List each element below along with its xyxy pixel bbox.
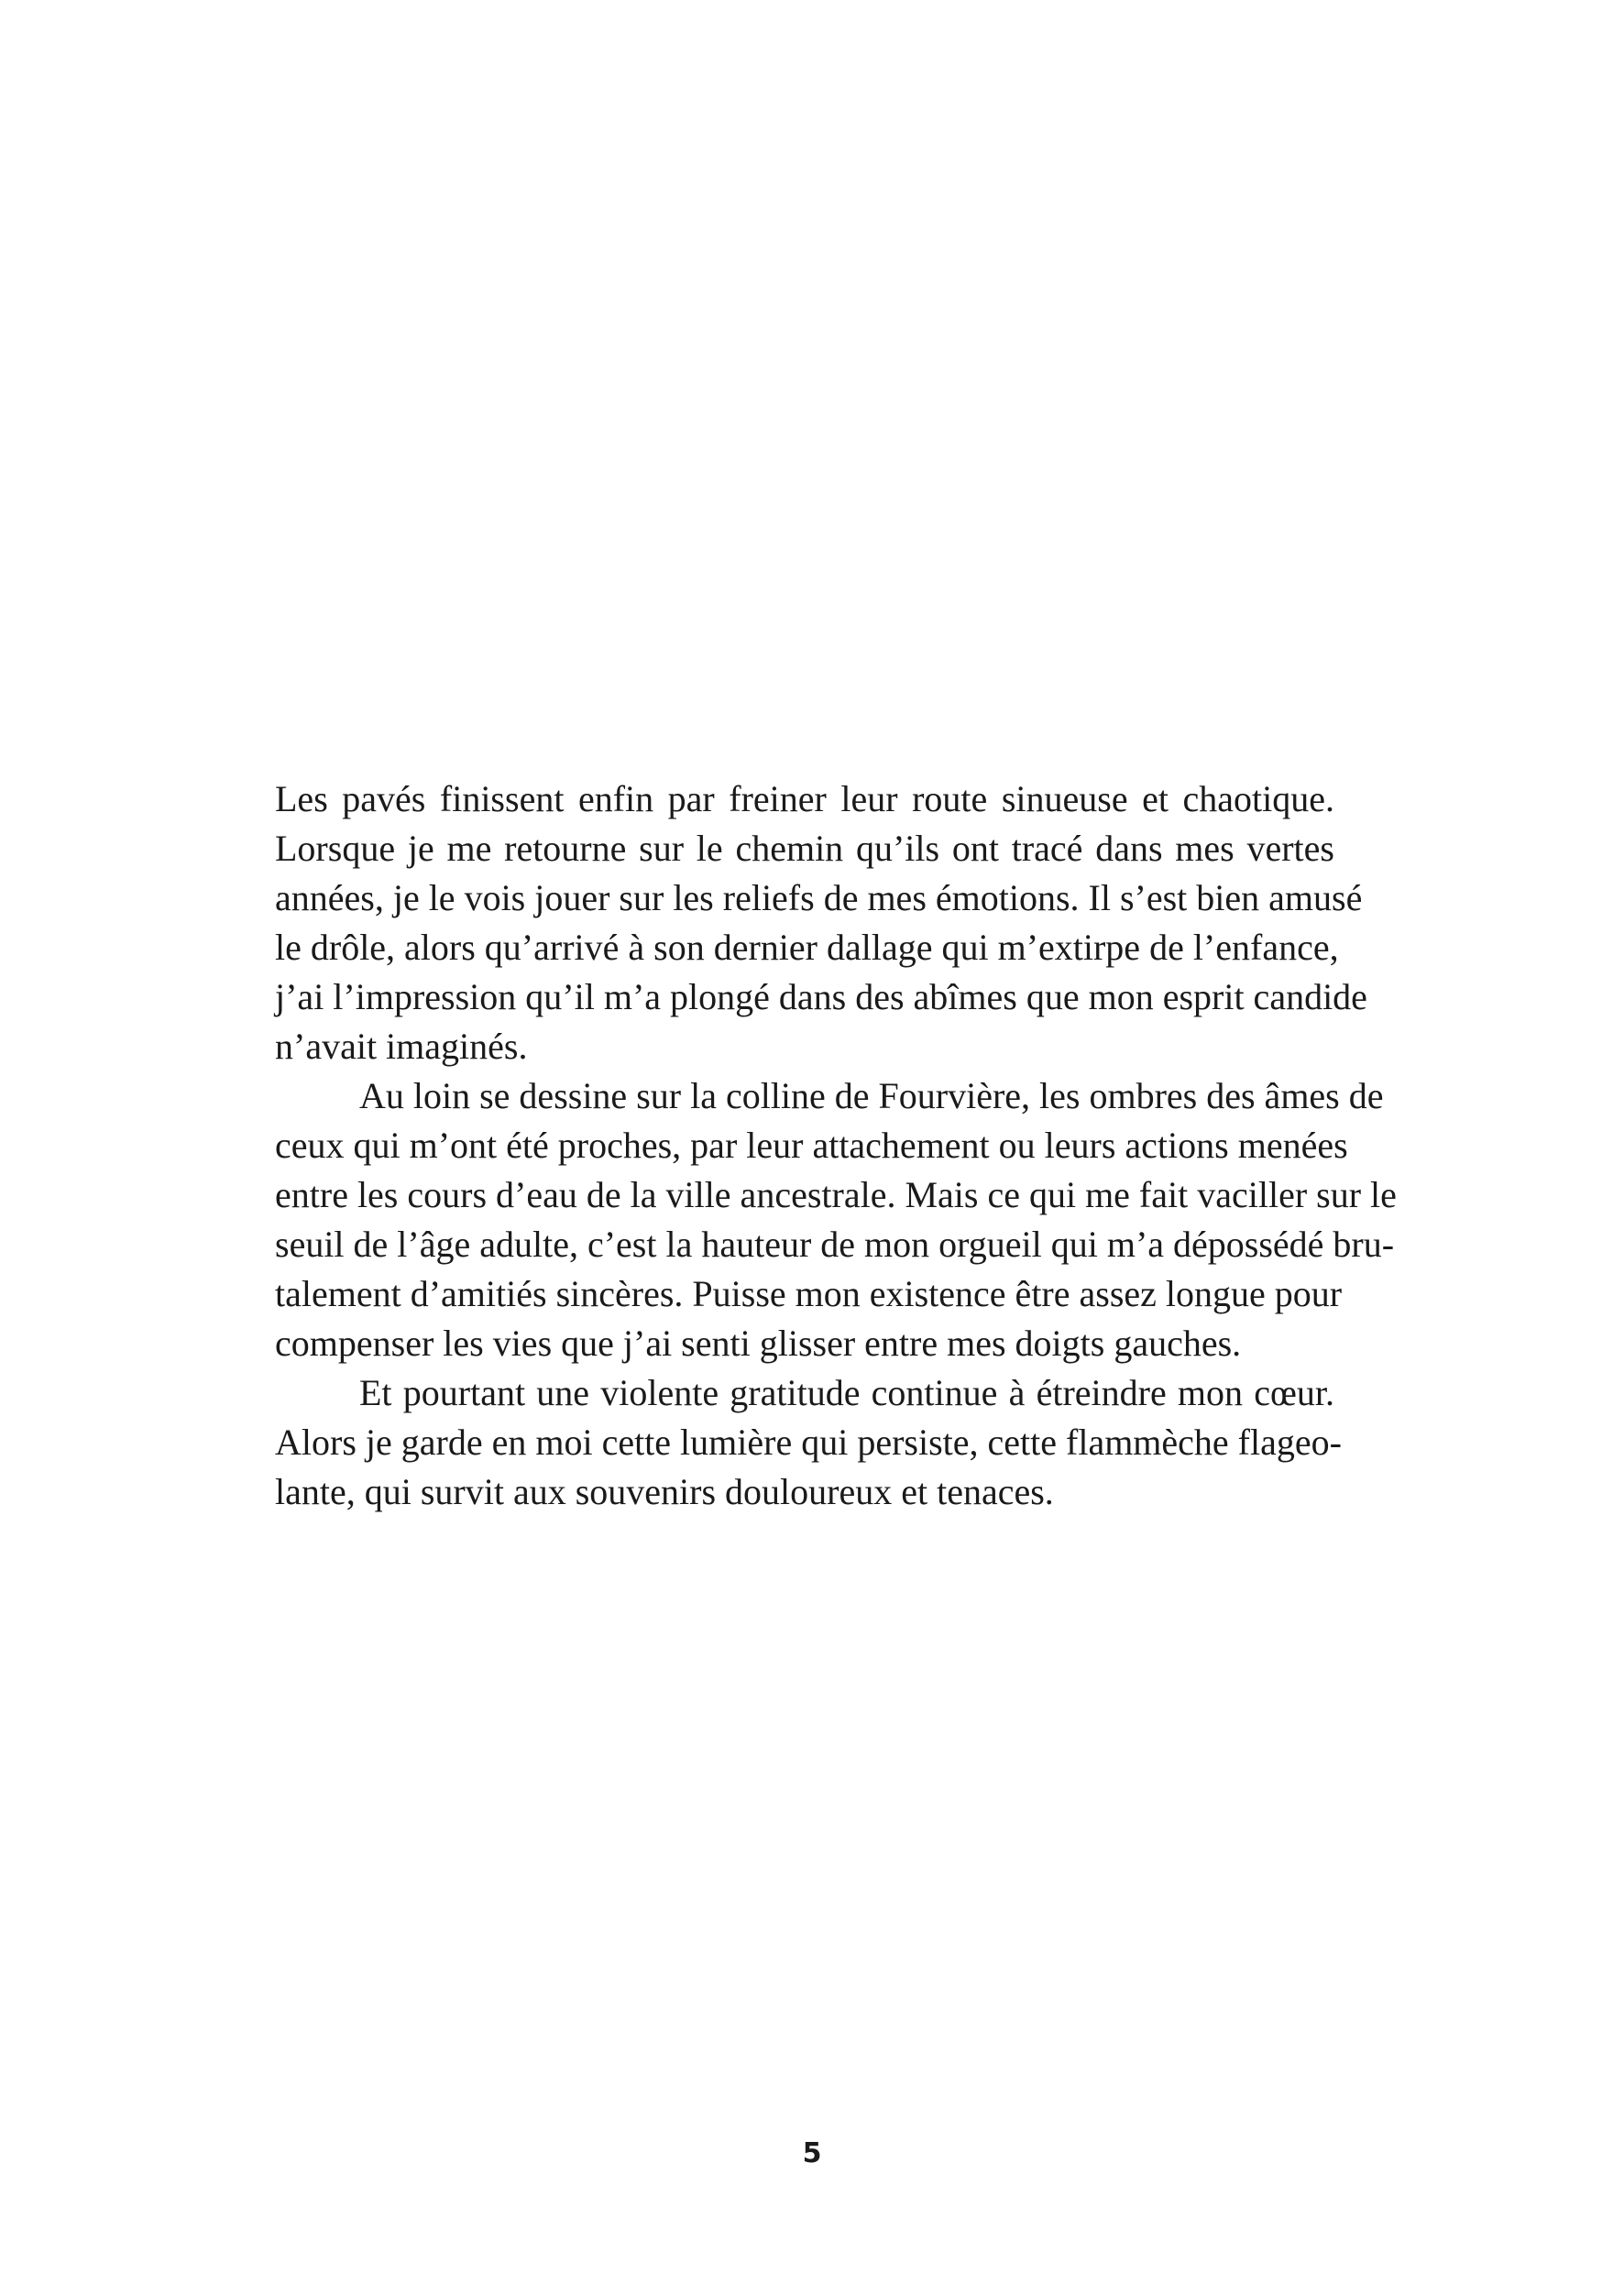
text-line: Et pourtant une violente gratitude continue à étreindre mon cœur. [359,1372,1334,1413]
text-line: n’avait imaginés. [275,1026,528,1067]
text-line: j’ai l’impression qu’il m’a plongé dans des abîmes que mon esprit candide [275,976,1367,1017]
text-line: talement d’amitiés sincères. Puisse mon existence être assez longue pour [275,1273,1343,1314]
text-line: Lorsque je me retourne sur le chemin qu’ils ont tracé dans mes vertes [275,828,1334,869]
text-line: lante, qui survit aux souvenirs douloureux et tenaces. [275,1471,1054,1512]
text-line: Au loin se dessine sur la colline de Fourvière, les ombres des âmes de [359,1075,1384,1116]
text-line: Les pavés finissent enfin par freiner leur route sinueuse et chaotique. [275,778,1334,819]
text-line: années, je le vois jouer sur les reliefs de mes émotions. Il s’est bien amusé [275,877,1363,918]
text-line: Alors je garde en moi cette lumière qui persiste, cette flammèche flageo- [275,1422,1342,1463]
text-line: compenser les vies que j’ai senti glisser entre mes doigts gauches. [275,1323,1242,1364]
text-line: ceux qui m’ont été proches, par leur attachement ou leurs actions menées [275,1125,1348,1166]
text-line: entre les cours d’eau de la ville ancestrale. Mais ce qui me fait vaciller sur le [275,1174,1397,1215]
page-number: 5 [802,2137,822,2169]
text-line: seuil de l’âge adulte, c’est la hauteur de mon orgueil qui m’a dépossédé bru- [275,1224,1395,1265]
text-line: le drôle, alors qu’arrivé à son dernier dallage qui m’extirpe de l’enfance, [275,927,1339,968]
body-text [275,774,1397,1517]
